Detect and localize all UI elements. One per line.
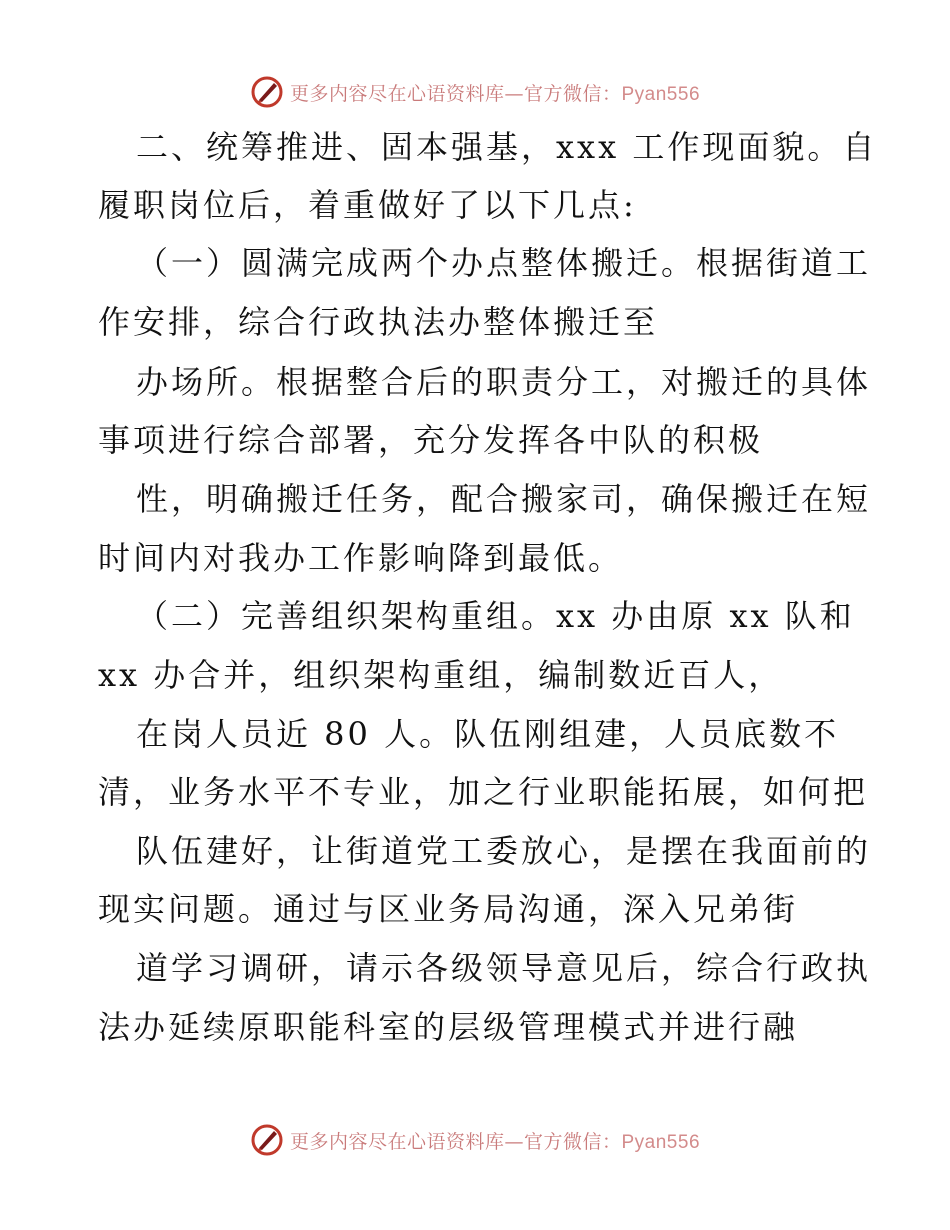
text-line: xx 办合并，组织架构重组，编制数近百人，: [98, 656, 784, 694]
text-line: 时间内对我办工作影响降到最低。: [98, 539, 624, 577]
watermark-text: 更多内容尽在心语资料库—官方微信：Pyan556: [289, 82, 701, 105]
footer-watermark: [0, 1120, 950, 1160]
text-line: 现实问题。通过与区业务局沟通，深入兄弟街: [98, 890, 799, 928]
text-line: 办场所。根据整合后的职责分工，对搬迁的具体: [136, 363, 872, 401]
header-watermark: [0, 72, 950, 112]
watermark-text: 更多内容尽在心语资料库—官方微信：Pyan556: [289, 1130, 701, 1153]
text-line: 性，明确搬迁任务，配合搬家司，确保搬迁在短: [136, 480, 872, 518]
text-line: 作安排，综合行政执法办整体搬迁至: [98, 303, 659, 341]
text-line: 在岗人员近 80 人。队伍刚组建，人员底数不: [136, 715, 840, 753]
text-line: 履职岗位后，着重做好了以下几点:: [98, 186, 637, 224]
text-line: 清，业务水平不专业，加之行业职能拓展，如何把: [98, 773, 869, 811]
text-line: 事项进行综合部署，充分发挥各中队的积极: [98, 421, 764, 459]
text-line: 队伍建好，让街道党工委放心，是摆在我面前的: [136, 832, 872, 870]
text-line: （一）圆满完成两个办点整体搬迁。根据街道工: [136, 244, 872, 282]
text-line: 法办延续原职能科室的层级管理模式并进行融: [98, 1008, 799, 1046]
text-line: （二）完善组织架构重组。xx 办由原 xx 队和: [136, 597, 855, 635]
text-line: 二、统筹推进、固本强基，xxx 工作现面貌。自: [136, 128, 878, 166]
quill-logo-icon: [250, 1123, 284, 1157]
quill-logo-icon: [250, 75, 284, 109]
text-line: 道学习调研，请示各级领导意见后，综合行政执: [136, 949, 872, 987]
